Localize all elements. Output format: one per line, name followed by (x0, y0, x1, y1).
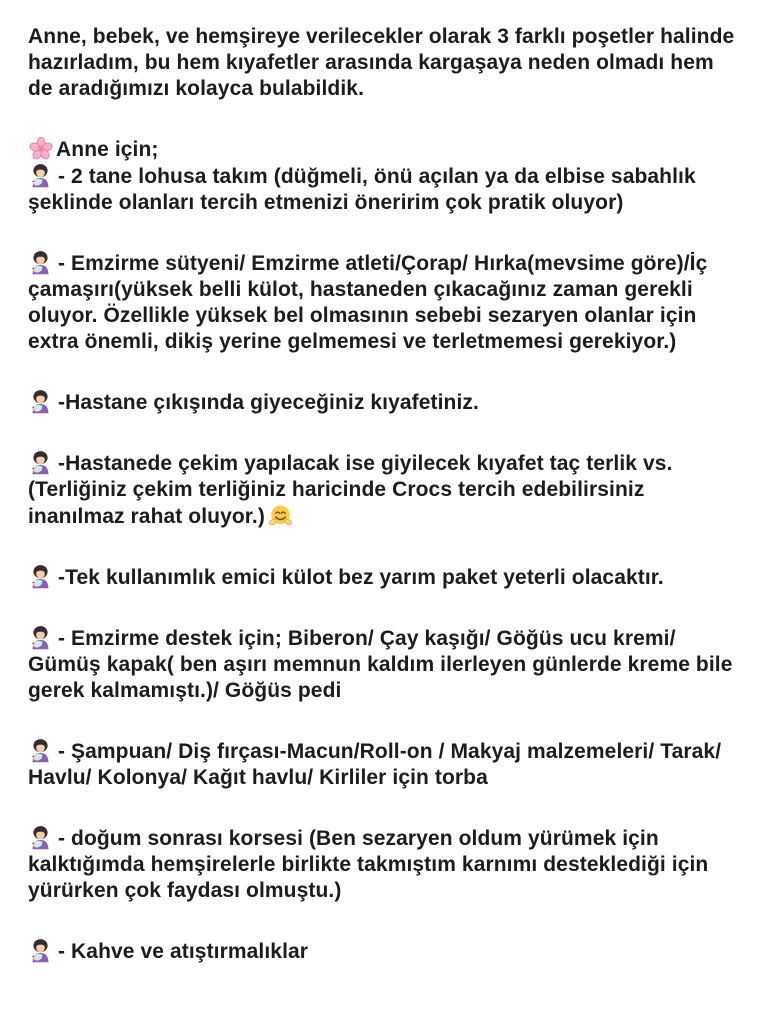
list-item (28, 938, 739, 965)
list-item (28, 825, 739, 904)
list-item-text: - Kahve ve atıştırmalıklar (58, 940, 309, 963)
breastfeeding-woman-icon (28, 250, 53, 275)
list-item-text: -Hastanede çekim yapılacak ise giyilecek kıyafet taç terlik vs. (Terliğiniz çekim terliğiniz haricinde Crocs tercih edebilirsiniz inanılmaz rahat oluyor.) (28, 452, 673, 528)
list-item (28, 163, 739, 216)
list-item-text: -Tek kullanımlık emici külot bez yarım paket yeterli olacaktır. (58, 566, 664, 589)
list-item (28, 450, 739, 530)
list-item-text: - Emzirme destek için; Biberon/ Çay kaşığı/ Göğüs ucu kremi/ Gümüş kapak( ben aşırı memnun kaldım ilerleyen günlerde kreme bile gerek kalmamıştı.)/ Göğüs pedi (28, 627, 733, 702)
list-item-text: -Hastane çıkışında giyeceğiniz kıyafetiniz. (58, 391, 479, 414)
list-item (28, 738, 739, 791)
list-item-text: - Şampuan/ Diş fırçası-Macun/Roll-on / Makyaj malzemeleri/ Tarak/ Havlu/ Kolonya/ Kağıt havlu/ Kirliler için torba (28, 740, 722, 789)
list-item (28, 389, 739, 416)
breastfeeding-woman-icon (28, 564, 53, 589)
intro-paragraph (28, 24, 739, 102)
breastfeeding-woman-icon (28, 163, 53, 188)
hugging-face-icon (268, 503, 293, 528)
breastfeeding-woman-icon (28, 450, 53, 475)
section-title: Anne için; (56, 138, 159, 161)
list-item-text: - doğum sonrası korsesi (Ben sezaryen oldum yürümek için kalktığımda hemşirelerle birlikte takmıştım karnımı desteklediği için yürürken çok faydası olmuştu.) (28, 827, 709, 902)
list-item (28, 564, 739, 591)
cherry-blossom-icon (28, 136, 54, 162)
list-item (28, 250, 739, 355)
list-item-text: - Emzirme sütyeni/ Emzirme atleti/Çorap/ Hırka(mevsime göre)/İç çamaşırı(yüksek belli külot, hastaneden çıkacağınız zaman gerekli oluyor. Özellikle yüksek bel olmasının sebebi sezaryen olanlar için extra önemli, dikiş yerine gelmemesi ve terletmemesi gerekiyor.) (28, 252, 708, 353)
breastfeeding-woman-icon (28, 825, 53, 850)
list-item (28, 625, 739, 704)
list-item-text: - 2 tane lohusa takım (düğmeli, önü açılan ya da elbise sabahlık şeklinde olanları tercih etmenizi öneririm çok pratik oluyor) (28, 165, 696, 214)
breastfeeding-woman-icon (28, 389, 53, 414)
breastfeeding-woman-icon (28, 938, 53, 963)
breastfeeding-woman-icon (28, 625, 53, 650)
section-header (28, 136, 739, 163)
intro-text: Anne, bebek, ve hemşireye verilecekler olarak 3 farklı poşetler halinde hazırladım, bu hem kıyafetler arasında kargaşaya neden olmadı hem de aradığımızı kolayca bulabildik. (28, 25, 735, 100)
breastfeeding-woman-icon (28, 738, 53, 763)
